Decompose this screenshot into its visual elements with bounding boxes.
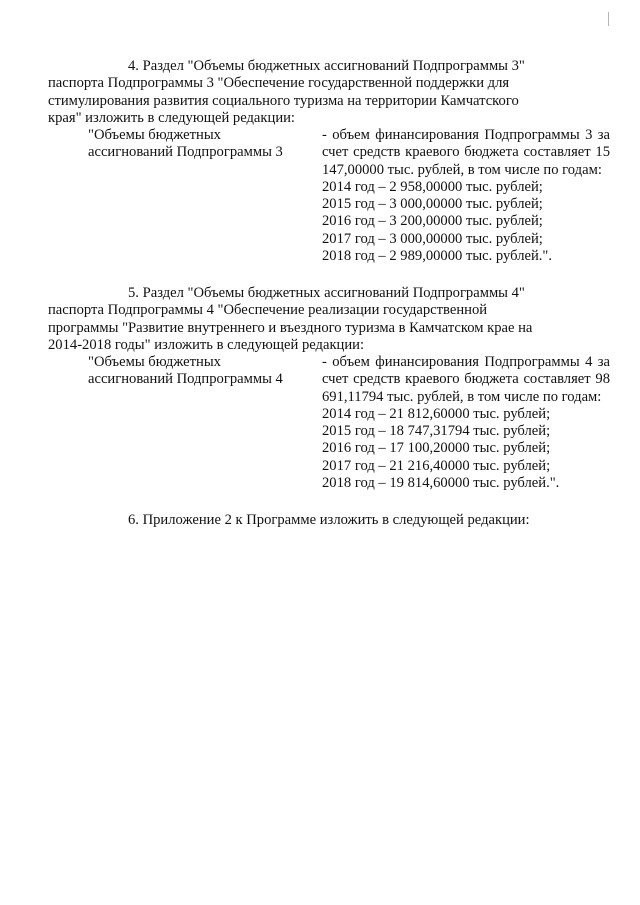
section-5-row-label: "Объемы бюджетных ассигнований Подпрограммы 4 <box>88 354 283 388</box>
section-4-intro-line: 4. Раздел "Объемы бюджетных ассигнований Подпрограммы 3" <box>128 58 525 74</box>
section-4-intro-line: паспорта Подпрограммы 3 "Обеспечение государственной поддержки для <box>48 75 510 92</box>
section-5-intro-line: 2014-2018 годы" изложить в следующей редакции: <box>48 336 365 353</box>
section-4-row-value <box>322 127 610 265</box>
year-item: 2015 год – 18 747,31794 тыс. рублей; <box>322 423 551 440</box>
section-5-intro-line: 5. Раздел "Объемы бюджетных ассигнований Подпрограммы 4" <box>128 285 525 301</box>
section-4-row-label: "Объемы бюджетных ассигнований Подпрограммы 3 <box>88 127 283 161</box>
section-5-intro <box>48 285 610 354</box>
year-item: 2018 год – 19 814,60000 тыс. рублей.". <box>322 475 560 492</box>
year-item: 2018 год – 2 989,00000 тыс. рублей.". <box>322 248 553 265</box>
section-4-intro-line: края" изложить в следующей редакции: <box>48 109 295 126</box>
year-item: 2017 год – 21 216,40000 тыс. рублей; <box>322 457 551 474</box>
year-item: 2016 год – 17 100,20000 тыс. рублей; <box>322 440 551 457</box>
section-4-year-list <box>322 179 610 265</box>
year-item: 2014 год – 21 812,60000 тыс. рублей; <box>322 405 551 422</box>
section-4-funding-lead: - объем финансирования Подпрограммы 3 за счет средств краевого бюджета составляет 15 147,00000 тыс. рублей, в том числе по годам: <box>322 127 610 178</box>
section-4-intro-line: стимулирования развития социального туризма на территории Камчатского <box>48 92 519 109</box>
section-4-intro <box>48 58 610 127</box>
section-5-year-list <box>322 406 610 492</box>
year-item: 2015 год – 3 000,00000 тыс. рублей; <box>322 196 543 213</box>
item-6-text: 6. Приложение 2 к Программе изложить в следующей редакции: <box>128 512 530 528</box>
section-5-intro-line: программы "Развитие внутреннего и въездного туризма в Камчатском крае на <box>48 319 533 336</box>
year-item: 2017 год – 3 000,00000 тыс. рублей; <box>322 230 543 247</box>
year-item: 2014 год – 2 958,00000 тыс. рублей; <box>322 178 543 195</box>
scan-margin-mark <box>608 12 611 26</box>
section-5-funding-lead: - объем финансирования Подпрограммы 4 за счет средств краевого бюджета составляет 98 691,11794 тыс. рублей, в том числе по годам: <box>322 354 610 405</box>
section-5-row-value <box>322 354 610 492</box>
section-5-intro-line: паспорта Подпрограммы 4 "Обеспечение реализации государственной <box>48 302 488 319</box>
year-item: 2016 год – 3 200,00000 тыс. рублей; <box>322 213 543 230</box>
